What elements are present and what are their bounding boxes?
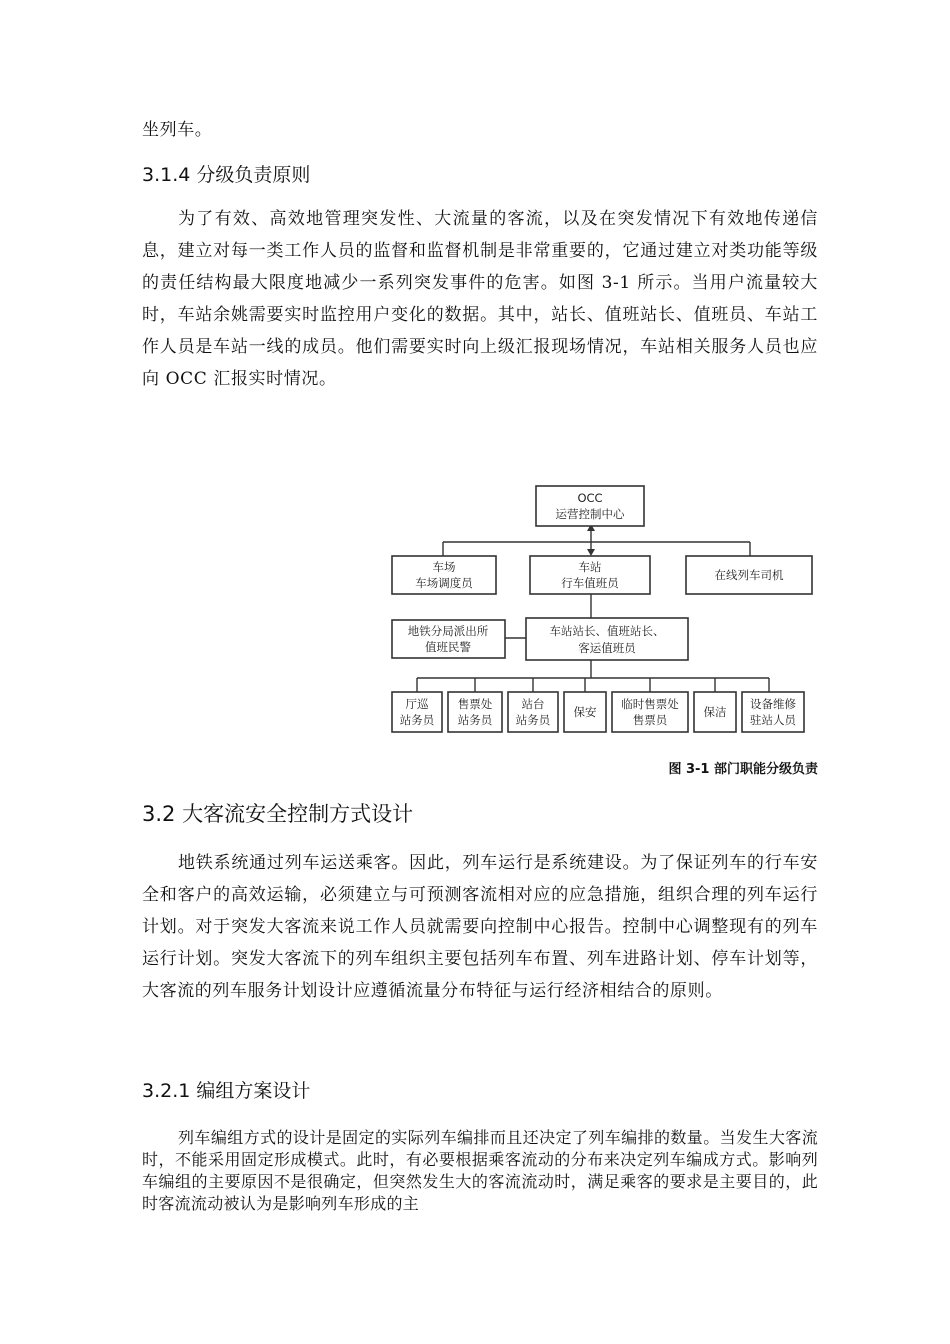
staff-label-7a: 设备维修 <box>750 697 796 711</box>
station-label-2: 行车值班员 <box>561 576 619 590</box>
staff-label-2a: 售票处 <box>457 697 493 711</box>
staff-label-4a: 保安 <box>573 705 597 719</box>
police-label-1: 地铁分局派出所 <box>407 624 489 638</box>
org-chart-figure <box>380 478 820 740</box>
staff-label-7b: 驻站人员 <box>750 713 796 727</box>
paragraph-3-2-1: 列车编组方式的设计是固定的实际列车编排而且还决定了列车编排的数量。当发生大客流时，不能采用固定形成模式。此时，有必要根据乘客流动的分布来决定列车编成方式。影响列车编组的主要原因不是很确定，但突然发生大的客流流动时，满足乘客的要求是主要目的，此时客流流动被认为是影响列车形成的主 <box>142 1128 818 1213</box>
continued-text: 坐列车。 <box>142 120 213 140</box>
staff-label-1a: 厅巡 <box>405 697 429 711</box>
paragraph-3-2: 地铁系统通过列车运送乘客。因此，列车运行是系统建设。为了保证列车的行车安全和客户的高效运输，必须建立与可预测客流相对应的应急措施，组织合理的列车运行计划。对于突发大客流来说工作人员就需要向控制中心报告。控制中心调整现有的列车运行计划。突发大客流下的列车组织主要包括列车布置、列车进路计划、停车计划等，大客流的列车服务计划设计应遵循流量分布特征与运行经济相结合的原则。 <box>142 853 818 1001</box>
station-label-1: 车站 <box>578 560 602 574</box>
staff-label-3b: 站务员 <box>515 713 551 727</box>
staff-label-2b: 站务员 <box>457 713 493 727</box>
heading-3-2-1: 3.2.1 编组方案设计 <box>142 1080 311 1102</box>
driver-label: 在线列车司机 <box>714 568 784 582</box>
depot-label-1: 车场 <box>432 560 456 574</box>
occ-label-1: OCC <box>577 491 603 505</box>
staff-label-6a: 保洁 <box>703 705 727 719</box>
staff-label-5b: 售票员 <box>632 713 668 727</box>
paragraph-3-1-4: 为了有效、高效地管理突发性、大流量的客流，以及在突发情况下有效地传递信息，建立对每一类工作人员的监督和监督机制是非常重要的，它通过建立对类功能等级的责任结构最大限度地减少一系列突发事件的危害。如图 3-1 所示。当用户流量较大时，车站余姚需要实时监控用户变化的数据。其中，站长、值班站长、值班员、车站工作人员是车站一线的成员。他们需要实时向上级汇报现场情况，车站相关服务人员也应向 OCC 汇报实时情况。 <box>142 209 818 389</box>
staff-label-5a: 临时售票处 <box>621 697 679 711</box>
staff-label-3a: 站台 <box>521 697 545 711</box>
police-label-2: 值班民警 <box>425 640 471 654</box>
occ-label-2: 运营控制中心 <box>555 507 625 521</box>
station-master-label-2: 客运值班员 <box>578 641 636 655</box>
depot-label-2: 车场调度员 <box>415 576 473 590</box>
heading-3-1-4: 3.1.4 分级负责原则 <box>142 164 311 186</box>
heading-3-2: 3.2 大客流安全控制方式设计 <box>142 802 414 826</box>
arrow-down-icon <box>587 549 595 556</box>
staff-label-1b: 站务员 <box>399 713 435 727</box>
station-master-label-1: 车站站长、值班站长、 <box>549 624 665 638</box>
figure-caption: 图 3-1 部门职能分级负责 <box>668 762 818 777</box>
